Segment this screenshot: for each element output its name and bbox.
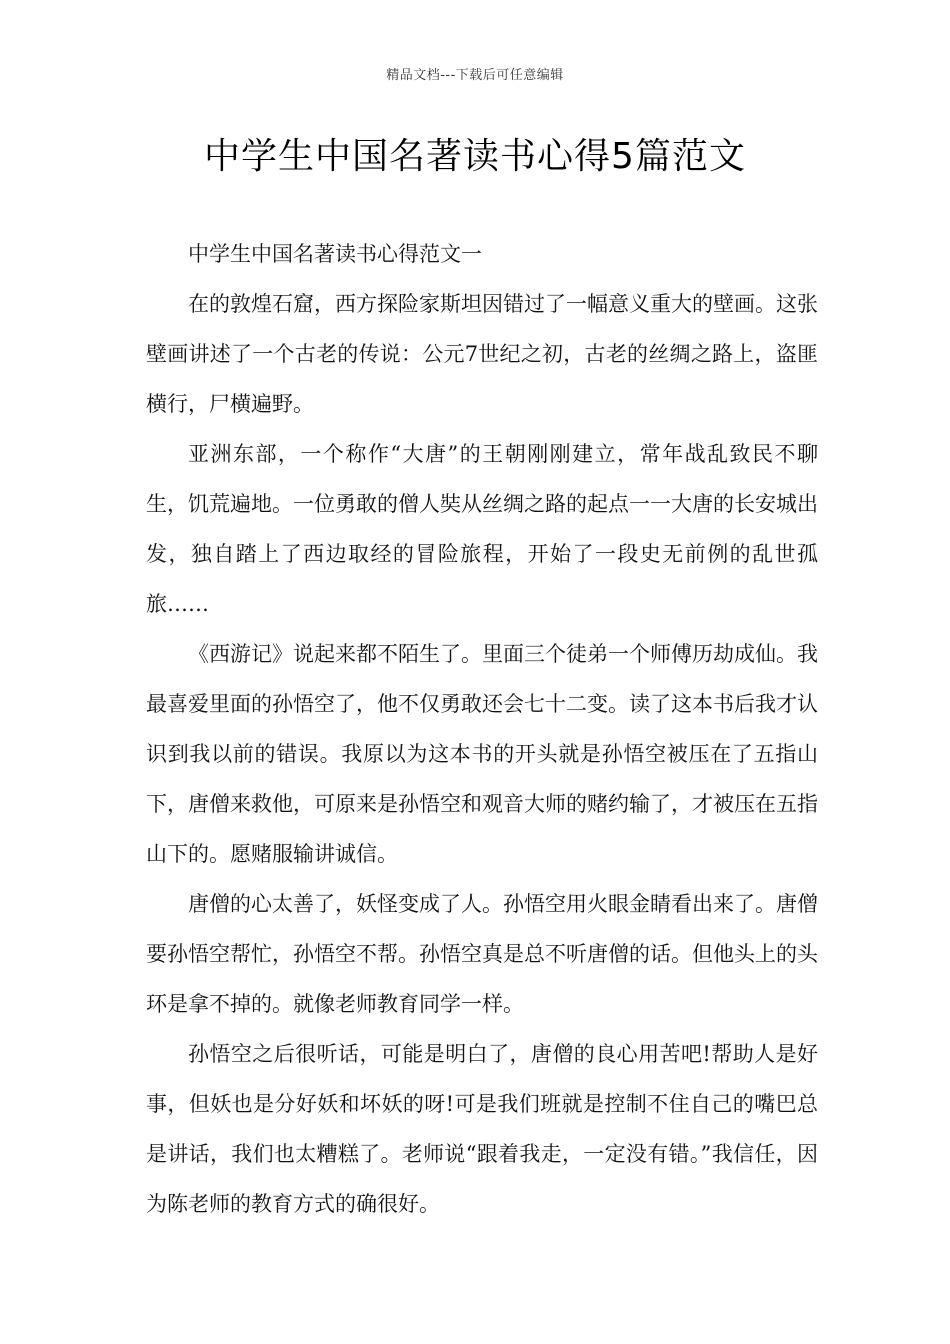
paragraph: 唐僧的心太善了，妖怪变成了人。孙悟空用火眼金睛看出来了。唐僧要孙悟空帮忙，孙悟空不帮。孙悟空真是总不听唐僧的话。但他头上的头环是拿不掉的。就像老师教育同学一样。 bbox=[146, 892, 818, 1016]
paragraph: 孙悟空之后很听话，可能是明白了，唐僧的良心用苦吧!帮助人是好事，但妖也是分好妖和坏妖的呀!可是我们班就是控制不住自己的嘴巴总是讲话，我们也太糟糕了。老师说“跟着我走，一定没有错。”我信任，因为陈老师的教育方式的确很好。 bbox=[146, 1042, 818, 1216]
document-body bbox=[146, 229, 818, 1229]
paragraph: 在的敦煌石窟，西方探险家斯坦因错过了一幅意义重大的壁画。这张壁画讲述了一个古老的传说：公元7世纪之初，古老的丝绸之路上，盗匪横行，尸横遍野。 bbox=[146, 292, 818, 416]
paragraph: 《西游记》说起来都不陌生了。里面三个徒弟一个师傅历劫成仙。我最喜爱里面的孙悟空了，他不仅勇敢还会七十二变。读了这本书后我才认识到我以前的错误。我原以为这本书的开头就是孙悟空被压在了五指山下，唐僧来救他，可原来是孙悟空和观音大师的赌约输了，才被压在五指山下的。愿赌服输讲诚信。 bbox=[146, 642, 818, 866]
document-title: 中学生中国名著读书心得5篇范文 bbox=[204, 136, 746, 177]
section-heading: 中学生中国名著读书心得范文一 bbox=[188, 242, 482, 266]
page-header: 精品文档---下载后可任意编辑 bbox=[386, 68, 564, 83]
paragraph: 亚洲东部，一个称作“大唐”的王朝刚刚建立，常年战乱致民不聊生，饥荒遍地。一位勇敢的僧人奘从丝绸之路的起点一一大唐的长安城出发，独自踏上了西边取经的冒险旅程，开始了一段史无前例的乱世孤旅…… bbox=[146, 442, 818, 616]
